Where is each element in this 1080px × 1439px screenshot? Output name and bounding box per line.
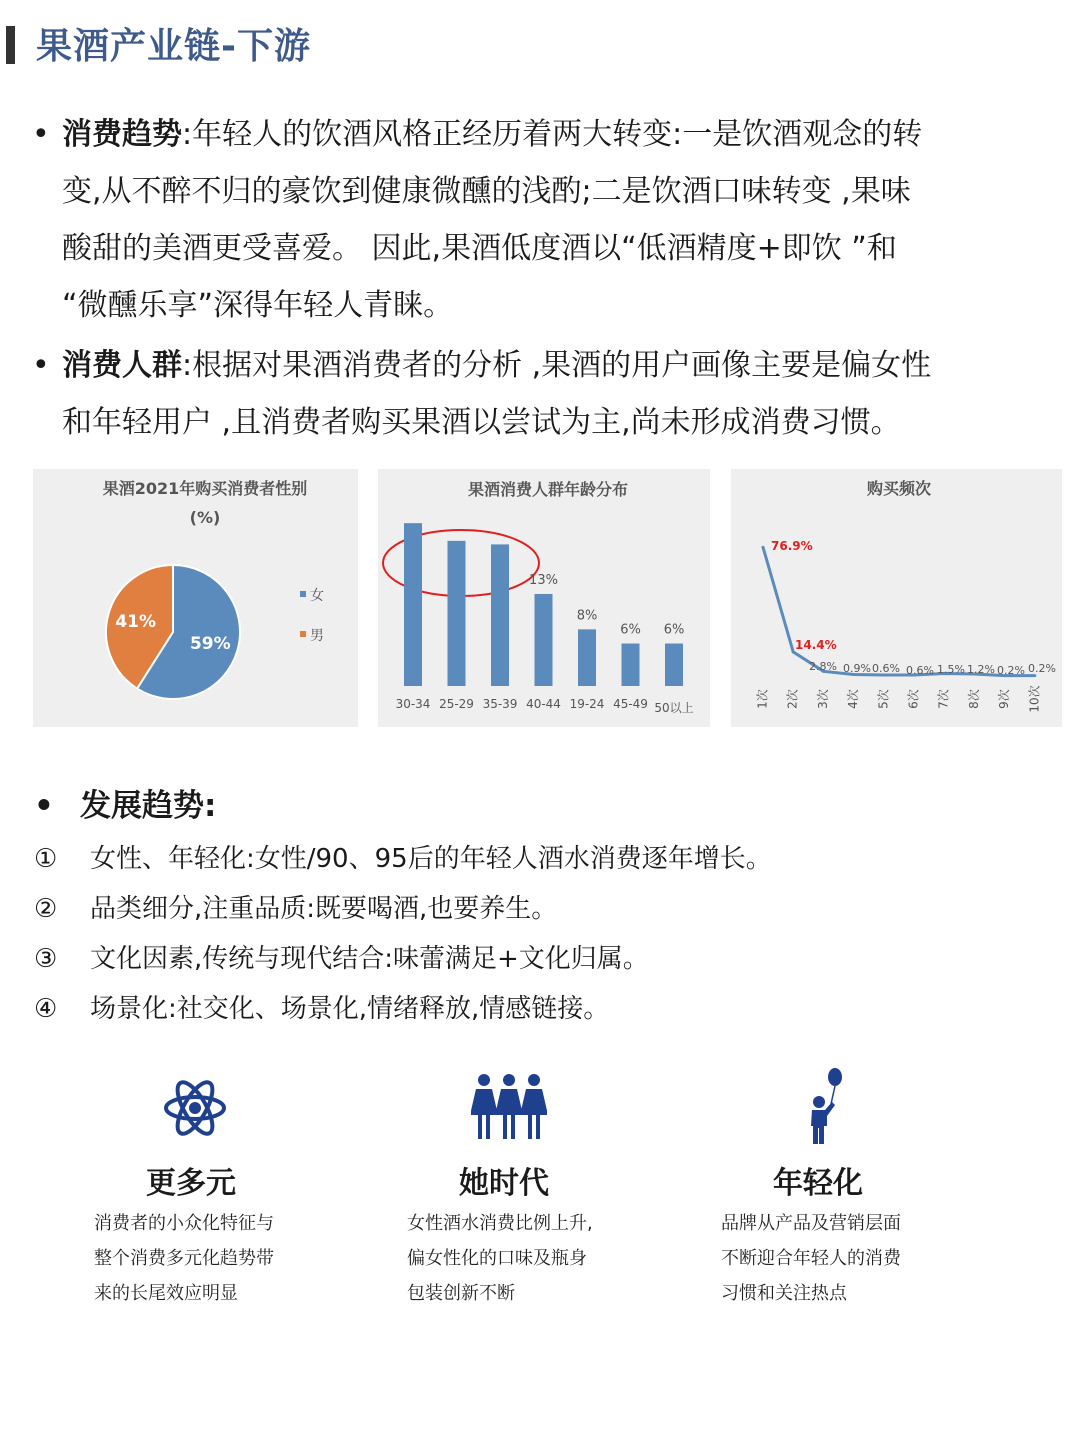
legend-label-female: 女 [310,588,324,604]
frequency-tick-label: 1次 [755,689,770,709]
bullet-consumption-trend [32,106,1052,334]
trend-item-3 [34,938,649,975]
pie-subtitle: (%) [189,508,221,527]
pie-label-female: 59% [189,633,231,654]
bullet-label: 消费人群 [62,348,182,383]
bullet-label: 消费趋势 [62,117,182,152]
frequency-data-label: 0.2% [997,664,1025,677]
frequency-tick-label: 7次 [936,689,951,709]
frequency-tick-label: 5次 [876,689,891,709]
frequency-data-label: 1.2% [967,663,995,676]
legend-swatch-male [300,631,306,637]
bar-data-label: 6% [663,622,685,638]
legend-label-male: 男 [310,628,324,644]
trend-item-1 [34,838,772,875]
age-bar-chart [378,469,710,727]
bar-tick-label: 19-24 [569,697,605,711]
frequency-tick-label: 9次 [997,689,1012,709]
bar-45-49 [622,644,640,686]
frequency-tick-label: 10次 [1027,685,1042,713]
trend-text: 文化因素,传统与现代结合:味蕾满足+文化归属。 [90,944,649,974]
line-title: 购买频次 [866,479,932,498]
frequency-data-label: 0.6% [872,662,900,675]
bar-tick-label: 30-34 [395,697,431,711]
bar-svg [378,469,710,727]
bar-25-29 [448,541,466,686]
feature-title: 更多元 [146,1166,236,1201]
bullet-line: 消费人群:根据对果酒消费者的分析 ,果酒的用户画像主要是偏女性 [62,348,932,383]
bar-data-label: 13% [529,572,558,588]
bar-50以上 [665,644,683,686]
trend-item-2 [34,888,557,925]
pie-svg [33,469,358,727]
bar-title: 果酒消费人群年龄分布 [467,480,629,499]
bullet-line: 消费趋势:年轻人的饮酒风格正经历着两大转变:一是饮酒观念的转 [62,117,923,152]
frequency-data-label: 76.9% [771,539,813,553]
frequency-tick-label: 3次 [815,689,830,709]
bar-35-39 [491,544,509,686]
legend-swatch-female [300,591,306,597]
trend-number: ① [34,844,58,874]
frequency-tick-label: 4次 [846,689,861,709]
frequency-data-label: 0.2% [1028,662,1056,675]
trend-number: ② [34,894,58,924]
bar-tick-label: 50以上 [654,701,694,715]
feature-title: 年轻化 [773,1166,863,1201]
title-accent-bar [6,26,15,64]
bar-tick-label: 45-49 [613,697,648,711]
bullet-consumer-group [32,337,1052,451]
frequency-data-label: 2.8% [809,660,837,673]
feature-title: 她时代 [459,1166,549,1201]
bullet-line: 酸甜的美酒更受喜爱。 因此,果酒低度酒以“低酒精度+即饮 ”和 [62,231,897,266]
bar-tick-label: 40-44 [526,697,561,711]
bar-data-label: 8% [576,608,598,624]
trend-number: ④ [34,994,58,1024]
frequency-tick-label: 8次 [966,689,981,709]
frequency-data-label: 0.9% [843,662,871,675]
bar-30-34 [404,523,422,686]
bullet-line: 变,从不醉不归的豪饮到健康微醺的浅酌;二是饮酒口味转变 ,果味 [62,174,911,209]
feature-description: 消费者的小众化特征与 整个消费多元化趋势带 来的长尾效应明显 [94,1213,274,1304]
frequency-point [762,546,765,549]
pie-title: 果酒2021年购买消费者性别 [102,479,308,498]
bar-tick-label: 35-39 [482,697,518,711]
bar-tick-label: 25-29 [439,697,474,711]
bar-data-label: 6% [620,622,641,638]
feature-description: 女性酒水消费比例上升, 偏女性化的口味及瓶身 包装创新不断 [407,1213,593,1304]
trend-text: 女性、年轻化:女性/90、95后的年轻人酒水消费逐年增长。 [90,844,772,874]
frequency-tick-label: 6次 [906,689,921,709]
trend-number: ③ [34,944,58,974]
trend-text: 品类细分,注重品质:既要喝酒,也要养生。 [90,894,558,924]
frequency-series-line [763,547,1035,675]
feature-description: 品牌从产品及营销层面 不断迎合年轻人的消费 习惯和关注热点 [721,1213,901,1304]
trend-text: 场景化:社交化、场景化,情绪释放,情感链接。 [90,994,610,1024]
frequency-data-label: 14.4% [795,638,837,652]
women-group-icon [471,1072,547,1142]
bullet-dot: • [32,117,50,152]
bullet-line: 和年轻用户 ,且消费者购买果酒以尝试为主,尚未形成消费习惯。 [62,405,901,440]
balloon-child-icon [801,1068,845,1148]
trend-item-4 [34,988,609,1025]
bar-40-44 [535,594,553,686]
pie-label-male: 41% [115,612,157,633]
frequency-data-label: 1.5% [937,663,965,676]
page-title: 果酒产业链-下游 [36,26,311,67]
line-svg [731,469,1062,727]
atom-icon [162,1072,228,1144]
frequency-data-label: 0.6% [906,664,934,677]
gender-pie-chart [33,469,358,727]
trends-heading: • 发展趋势: [34,788,217,824]
bar-19-24 [578,629,596,686]
bullet-dot: • [32,348,50,383]
frequency-tick-label: 2次 [785,689,800,709]
bullet-line: “微醺乐享”深得年轻人青睐。 [62,288,454,323]
bullet-dot: • [34,788,54,824]
frequency-line-chart [731,469,1062,727]
